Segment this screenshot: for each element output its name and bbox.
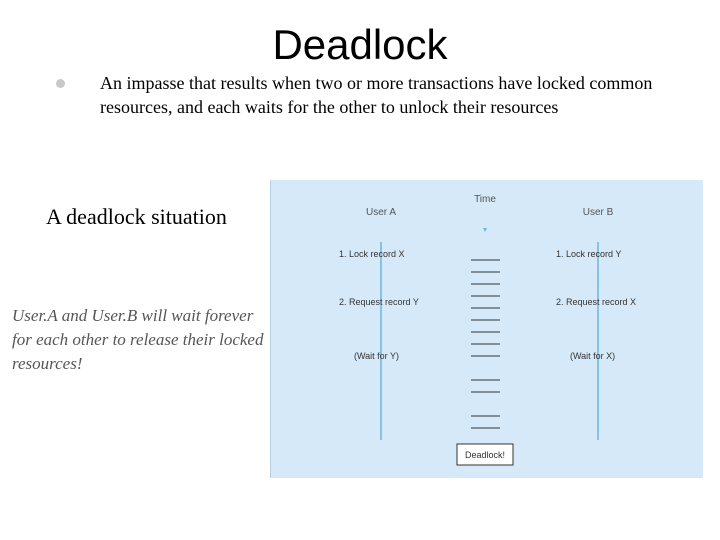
user-b-step-3: (Wait for X)	[570, 351, 616, 361]
bullet-text: An impasse that results when two or more transactions have locked common resources, and each waits for the other to unlock their resources	[100, 73, 653, 117]
time-arrow-icon	[483, 228, 487, 232]
user-b-step-1: 1. Lock record Y	[556, 249, 622, 259]
time-label: Time	[474, 194, 496, 205]
deadlock-result-label: Deadlock!	[464, 450, 506, 460]
deadlock-note: User.A and User.B will wait forever for each other to release their locked resources!	[12, 306, 264, 373]
deadlock-timeline-diagram	[271, 180, 703, 478]
user-a-step-3: (Wait for Y)	[354, 351, 400, 361]
bullet-dot-icon	[56, 79, 65, 88]
user-b-step-2: 2. Request record X	[556, 297, 637, 307]
user-a-step-1: 1. Lock record X	[339, 249, 405, 259]
time-ticks	[471, 260, 500, 428]
slide-title: Deadlock	[272, 21, 448, 68]
user-b-header: User B	[582, 207, 614, 218]
user-a-step-2: 2. Request record Y	[339, 297, 419, 307]
deadlock-situation-heading: A deadlock situation	[46, 204, 227, 229]
user-a-header: User A	[365, 207, 397, 218]
deadlock-figure	[270, 180, 703, 478]
